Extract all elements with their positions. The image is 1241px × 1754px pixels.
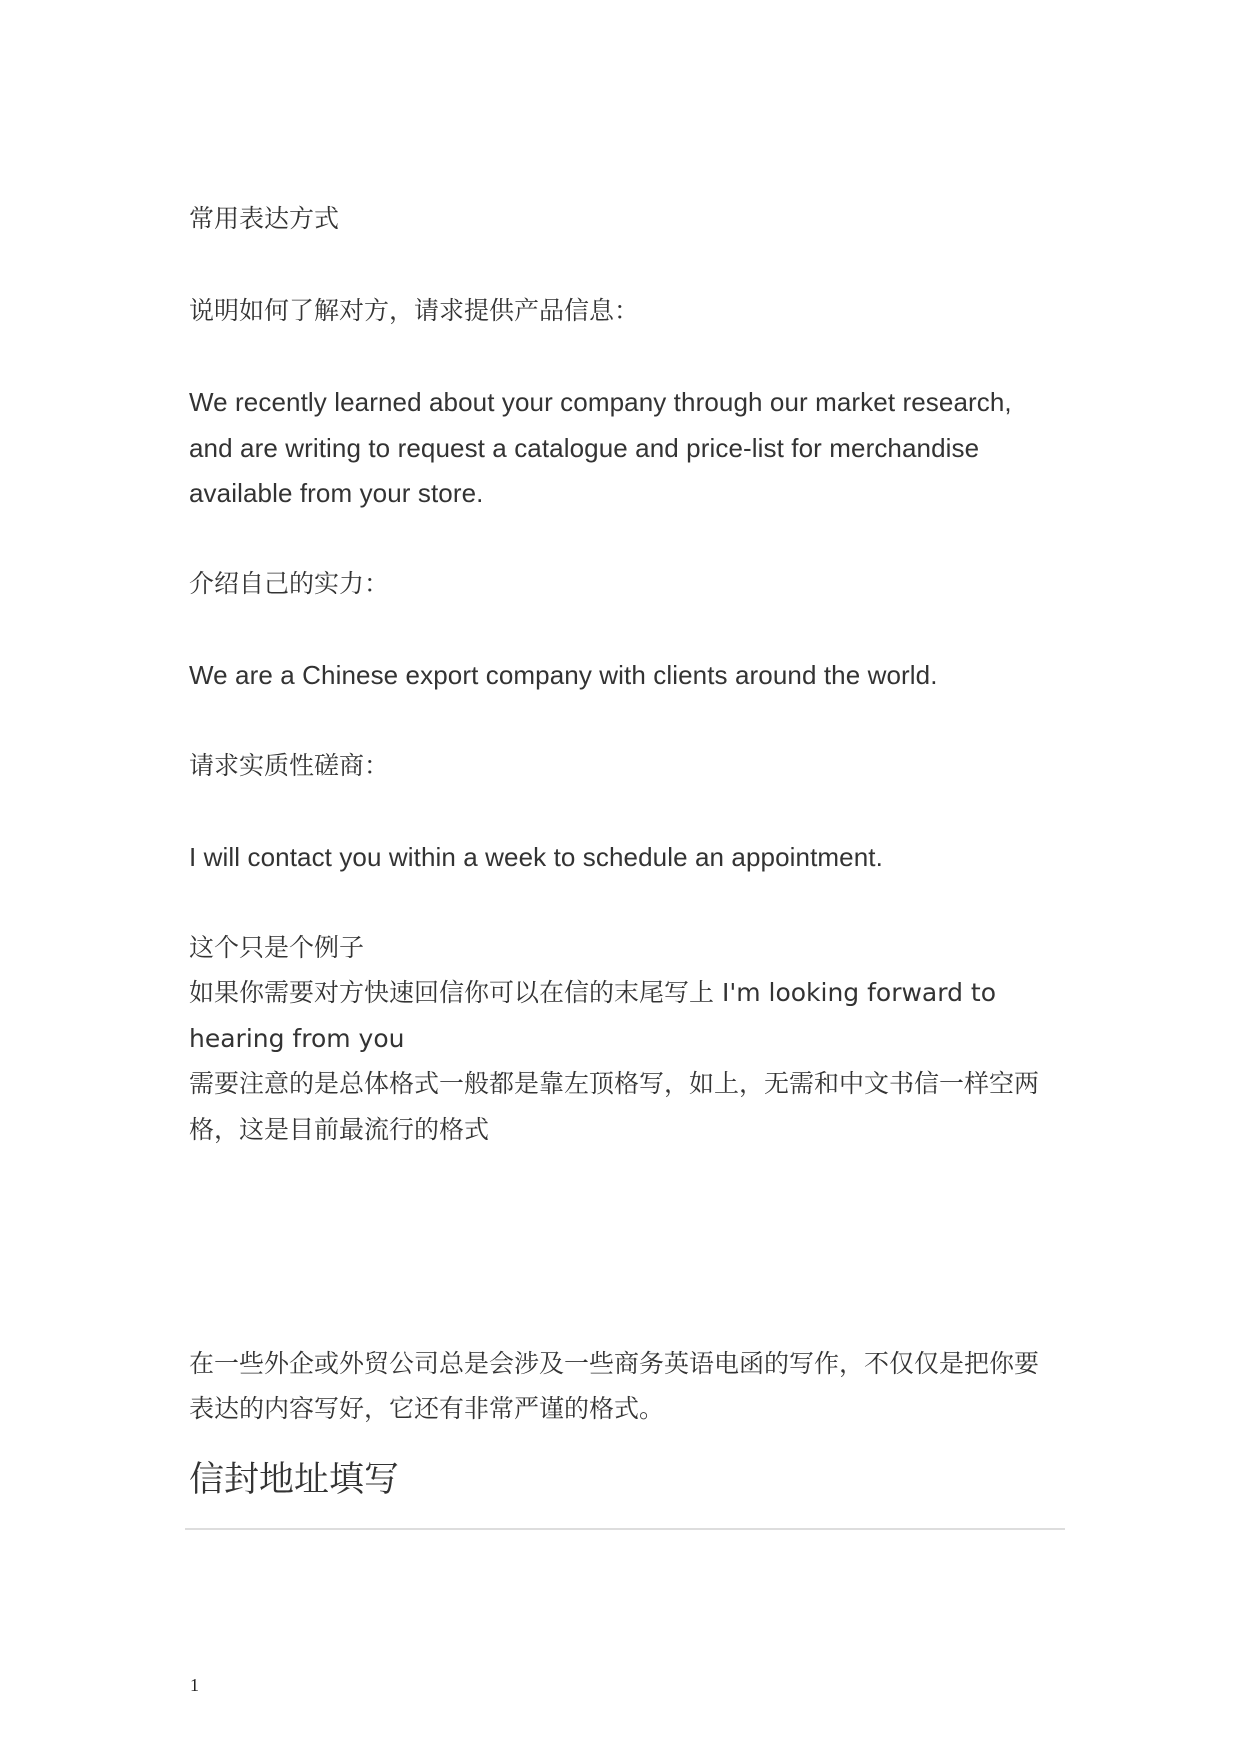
example-request-line: and are writing to request a catalogue and price-list for merchandise: [189, 433, 980, 463]
section-title: 常用表达方式: [189, 204, 340, 233]
note-example: 这个只是个例子: [189, 933, 365, 962]
example-introduce: We are a Chinese export company with clients around the world.: [189, 660, 938, 690]
heading-divider: [185, 1528, 1065, 1530]
example-request-line: available from your store.: [189, 478, 484, 508]
intro-line: 表达的内容写好，它还有非常严谨的格式。: [189, 1394, 665, 1423]
note-format-line: 需要注意的是总体格式一般都是靠左顶格写，如上，无需和中文书信一样空两: [189, 1069, 1040, 1098]
intro-line: 在一些外企或外贸公司总是会涉及一些商务英语电函的写作，不仅仅是把你要: [189, 1349, 1040, 1378]
note-reply-line: 如果你需要对方快速回信你可以在信的末尾写上 I'm looking forward to: [189, 978, 997, 1007]
label-negotiate: 请求实质性磋商：: [189, 751, 390, 780]
note-format-line: 格，这是目前最流行的格式: [189, 1115, 490, 1144]
envelope-heading: 信封地址填写: [189, 1460, 400, 1500]
page-number: 1: [190, 1675, 199, 1695]
label-introduce: 介绍自己的实力：: [189, 569, 390, 598]
note-reply-line: hearing from you: [189, 1024, 405, 1053]
label-request-info: 说明如何了解对方，请求提供产品信息：: [189, 296, 640, 325]
example-negotiate: I will contact you within a week to schedule an appointment.: [189, 842, 883, 872]
example-request-line: We recently learned about your company through our market research,: [189, 387, 1012, 417]
